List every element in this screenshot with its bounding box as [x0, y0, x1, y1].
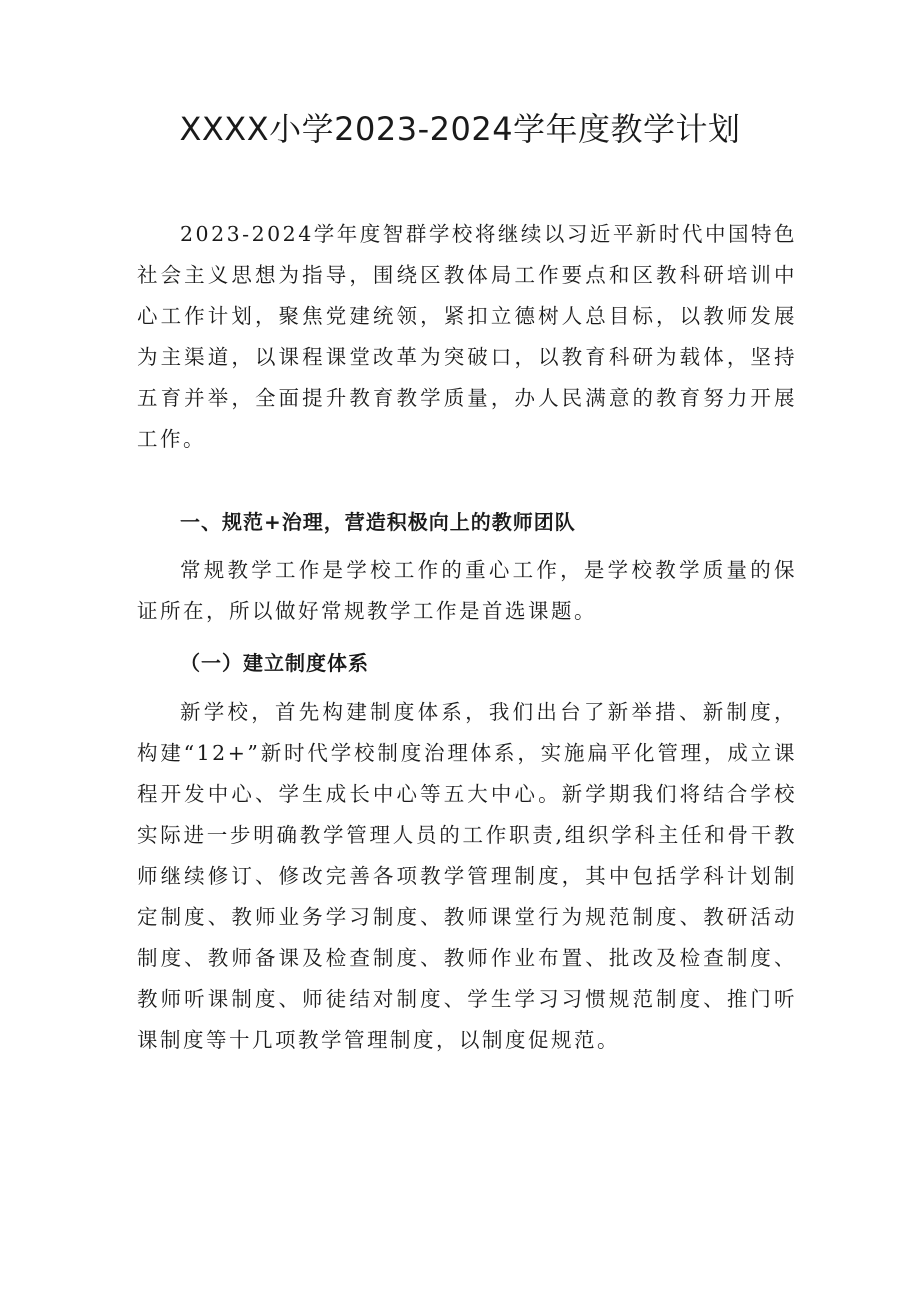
- paragraph-system-building: 新学校，首先构建制度体系，我们出台了新举措、新制度，构建“12+”新时代学校制度治理体系，实施扁平化管理，成立课程开发中心、学生成长中心等五大中心。新学期我们将结合学校实际进一步明确教学管理人员的工作职责,组织学科主任和骨干教师继续修订、修改完善各项教学管理制度，其中包括学科计划制定制度、教师业务学习制度、教师课堂行为规范制度、教研活动制度、教师备课及检查制度、教师作业布置、批改及检查制度、教师听课制度、师徒结对制度、学生学习习惯规范制度、推门听课制度等十几项教学管理制度，以制度促规范。: [137, 700, 797, 1052]
- paragraph-intro: 2023-2024学年度智群学校将继续以习近平新时代中国特色社会主义思想为指导，围绕区教体局工作要点和区教科研培训中心工作计划，聚焦党建统领，紧扣立德树人总目标，以教师发展为主渠道，以课程课堂改革为突破口，以教育科研为载体，坚持五育并举，全面提升教育教学质量，办人民满意的教育努力开展工作。: [137, 222, 797, 451]
- paragraph-routine-teaching: 常规教学工作是学校工作的重心工作，是学校教学质量的保证所在，所以做好常规教学工作是首选课题。: [137, 558, 797, 623]
- subsection-heading-1: （一）建立制度体系: [180, 651, 369, 675]
- document-title: XXXX小学2023-2024学年度教学计划: [179, 110, 741, 148]
- section-heading-1: 一、规范+治理，营造积极向上的教师团队: [180, 510, 576, 534]
